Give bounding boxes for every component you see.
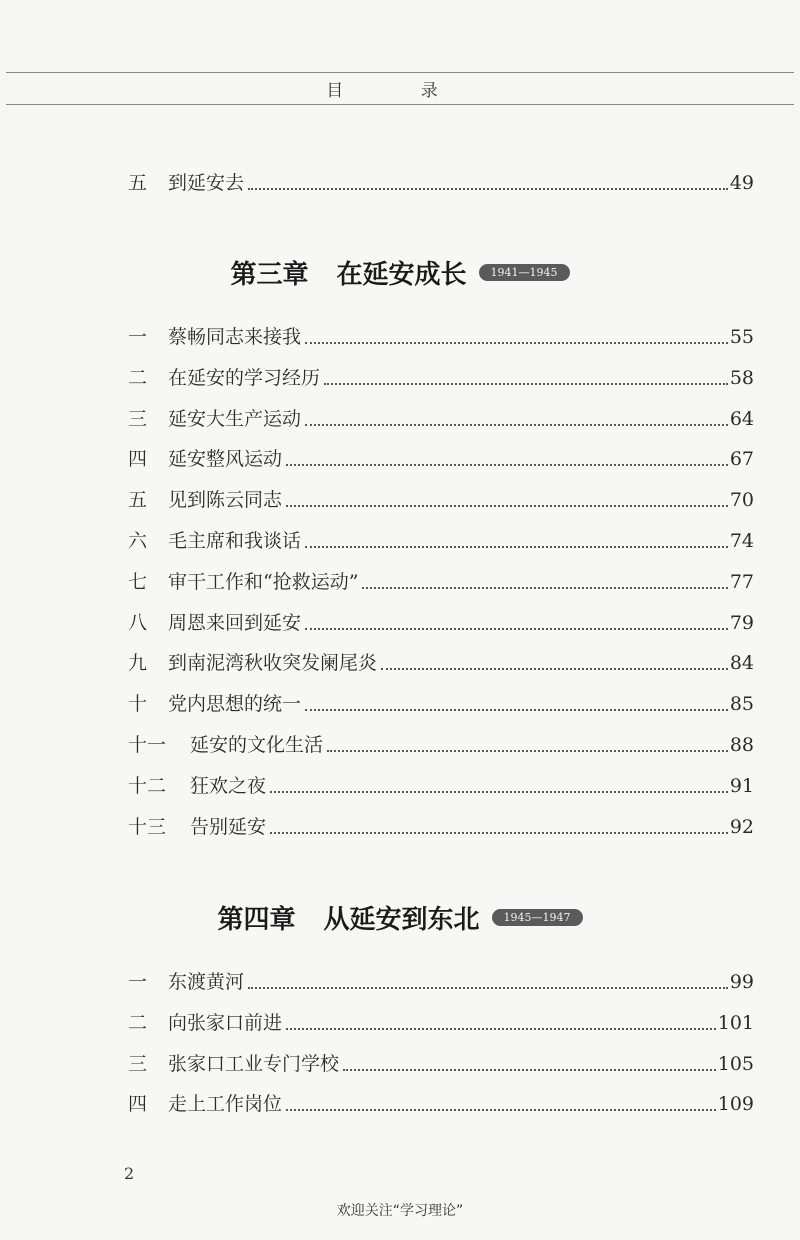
leader-dots [286, 1028, 716, 1030]
toc-entry-page: 70 [729, 489, 754, 512]
header-rule-bottom [6, 104, 794, 105]
toc-entry-title: 张家口工业专门学校 [168, 1052, 340, 1075]
toc-entry-number: 七 [128, 570, 148, 593]
toc-entry-title: 延安整风运动 [168, 448, 283, 471]
toc-entry-number: 八 [128, 611, 148, 634]
toc-entry [128, 812, 754, 840]
toc-entry-number: 十一 [128, 734, 167, 756]
toc-entry-number: 十三 [128, 815, 167, 838]
leader-dots [270, 832, 728, 834]
header-rule-top [6, 72, 794, 73]
toc-entry [128, 1049, 754, 1077]
toc-entry [128, 444, 754, 472]
chapter-title: 在延安成长 [336, 260, 467, 290]
toc-entry-title: 向张家口前进 [168, 1011, 283, 1034]
toc-entry-title: 延安的文化生活 [190, 734, 324, 756]
chapter-years-badge: 1945—1947 [492, 909, 583, 926]
toc-entry-page: 49 [729, 172, 754, 194]
toc-entry-page: 99 [729, 971, 754, 993]
leader-dots [305, 628, 728, 630]
toc-entry [128, 1089, 754, 1117]
toc-entry [128, 1008, 754, 1036]
chapter-number: 第三章 [230, 260, 309, 290]
toc-entry [128, 771, 754, 799]
toc-entry [128, 567, 754, 595]
toc-entry-number: 一 [128, 971, 148, 993]
toc-entry [128, 322, 754, 350]
toc-entry-number: 一 [128, 326, 148, 348]
leader-dots [305, 546, 728, 548]
leader-dots [305, 424, 728, 426]
toc-entry-page: 105 [717, 1052, 754, 1075]
chapter-heading [0, 899, 800, 936]
toc-entry [128, 608, 754, 636]
toc-entry-page: 92 [729, 815, 754, 838]
chapter-years-badge: 1941—1945 [479, 264, 570, 281]
toc-entry [128, 689, 754, 717]
toc-entry [128, 363, 754, 391]
chapter-heading [0, 254, 800, 291]
toc-entry [128, 526, 754, 554]
toc-entry [128, 168, 754, 196]
toc-entry-page: 101 [717, 1011, 754, 1034]
toc-entry-page: 88 [729, 734, 754, 756]
toc-entry-title: 到延安去 [168, 172, 245, 194]
toc-entry-title: 告别延安 [190, 815, 267, 838]
toc-entry-title: 走上工作岗位 [168, 1093, 283, 1116]
toc-entry-title: 蔡畅同志来接我 [168, 326, 302, 348]
toc-entry-title: 延安大生产运动 [168, 407, 302, 430]
toc-entry-number: 十二 [128, 774, 167, 797]
leader-dots [343, 1069, 716, 1071]
toc-entry-page: 74 [729, 530, 754, 552]
leader-dots [286, 464, 728, 466]
toc-entry-page: 79 [729, 611, 754, 634]
leader-dots [286, 505, 728, 507]
toc-entry-title: 毛主席和我谈话 [168, 530, 302, 552]
leader-dots [305, 342, 728, 344]
toc-entry-number: 四 [128, 1093, 148, 1116]
toc-entry-page: 64 [729, 407, 754, 430]
leader-dots [362, 587, 727, 589]
toc-entry-title: 审干工作和“抢救运动” [168, 570, 359, 593]
toc-entry-number: 五 [128, 172, 148, 194]
leader-dots [305, 709, 728, 711]
leader-dots [248, 987, 728, 989]
toc-entry-number: 六 [128, 530, 148, 552]
toc-entry-page: 84 [729, 652, 754, 675]
toc-entry-page: 67 [729, 448, 754, 471]
toc-entry-number: 二 [128, 366, 148, 389]
page-number: 2 [124, 1164, 135, 1183]
toc-entry-title: 周恩来回到延安 [168, 611, 302, 634]
toc-entry-number: 三 [128, 1052, 148, 1075]
toc-entry-number: 二 [128, 1011, 148, 1034]
toc-entry-page: 58 [729, 366, 754, 389]
toc-entry-number: 四 [128, 448, 148, 471]
toc-entry [128, 485, 754, 513]
toc-entry-title: 狂欢之夜 [190, 774, 267, 797]
toc-entry-page: 85 [729, 693, 754, 716]
toc-entry [128, 404, 754, 432]
chapter-number: 第四章 [217, 905, 296, 935]
toc-entry-number: 九 [128, 652, 148, 675]
toc-entry-title: 见到陈云同志 [168, 489, 283, 512]
toc-entry-title: 在延安的学习经历 [168, 366, 321, 389]
leader-dots [248, 188, 728, 190]
leader-dots [324, 383, 728, 385]
leader-dots [286, 1109, 716, 1111]
toc-entry-page: 55 [729, 326, 754, 348]
toc-entry-title: 到南泥湾秋收突发阑尾炎 [168, 652, 378, 675]
leader-dots [381, 668, 728, 670]
chapter-title: 从延安到东北 [323, 905, 480, 935]
toc-entry-title: 党内思想的统一 [168, 693, 302, 716]
toc-entry-number: 三 [128, 407, 148, 430]
toc-entry-number: 五 [128, 489, 148, 512]
running-head: 目 录 [326, 81, 474, 101]
toc-entry [128, 648, 754, 676]
toc-entry-page: 77 [729, 570, 754, 593]
leader-dots [270, 791, 728, 793]
toc-entry [128, 967, 754, 995]
toc-entry-title: 东渡黄河 [168, 971, 245, 993]
leader-dots [327, 750, 728, 752]
toc-entry-page: 91 [729, 774, 754, 797]
toc-entry-number: 十 [128, 693, 148, 716]
toc-entry-page: 109 [717, 1093, 754, 1116]
footer-note: 欢迎关注“学习理论” [336, 1203, 464, 1219]
toc-entry [128, 730, 754, 758]
